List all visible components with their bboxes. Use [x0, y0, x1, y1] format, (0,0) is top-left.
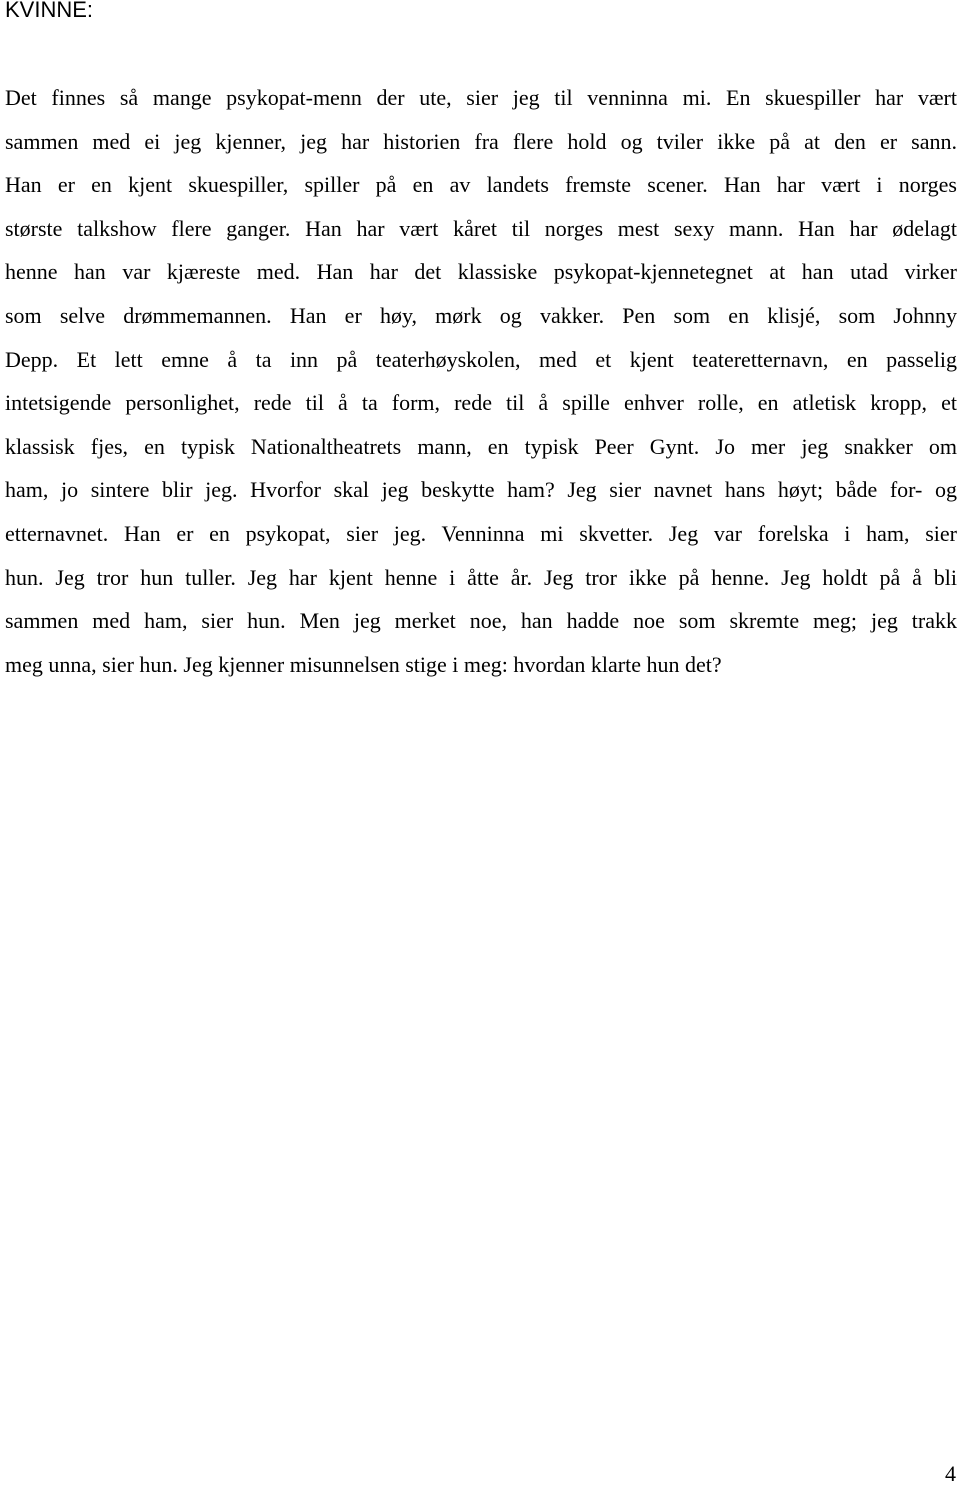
paragraph-line: Det finnes så mange psykopat-menn der ute, sier jeg til venninna mi. En skuespiller har vært: [5, 85, 957, 110]
paragraph-line: største talkshow flere ganger. Han har vært kåret til norges mest sexy mann. Han har ødelagt: [5, 215, 957, 241]
paragraph-line: ham, jo sintere blir jeg. Hvorfor skal jeg beskytte ham? Jeg sier navnet hans høyt; både for- og: [5, 477, 957, 503]
paragraph-line: meg unna, sier hun. Jeg kjenner misunnelsen stige i meg: hvordan klarte hun det?: [5, 651, 722, 677]
paragraph-line: Han er en kjent skuespiller, spiller på en av landets fremste scener. Han har vært i norges: [5, 172, 957, 198]
section-heading: KVINNE:: [5, 0, 94, 22]
paragraph-line: henne han var kjæreste med. Han har det klassiske psykopat-kjennetegnet at han utad virker: [5, 259, 957, 285]
paragraph-line: sammen med ham, sier hun. Men jeg merket noe, han hadde noe som skremte meg; jeg trakk: [5, 608, 957, 634]
body-paragraph: [5, 76, 957, 686]
paragraph-line: sammen med ei jeg kjenner, jeg har historien fra flere hold og tviler ikke på at den er sann.: [5, 128, 957, 154]
paragraph-line: som selve drømmemannen. Han er høy, mørk og vakker. Pen som en klisjé, som Johnny: [5, 302, 957, 328]
paragraph-line: hun. Jeg tror hun tuller. Jeg har kjent henne i åtte år. Jeg tror ikke på henne. Jeg holdt på å bli: [5, 564, 957, 590]
paragraph-line: klassisk fjes, en typisk Nationaltheatrets mann, en typisk Peer Gynt. Jo mer jeg snakker om: [5, 433, 957, 459]
paragraph-line: Depp. Et lett emne å ta inn på teaterhøyskolen, med et kjent teateretternavn, en passelig: [5, 346, 957, 372]
page-number: 4: [945, 1461, 956, 1486]
paragraph-line: etternavnet. Han er en psykopat, sier jeg. Venninna mi skvetter. Jeg var forelska i ham, sier: [5, 520, 957, 546]
paragraph-line: intetsigende personlighet, rede til å ta form, rede til å spille enhver rolle, en atletisk kropp, et: [5, 390, 957, 416]
